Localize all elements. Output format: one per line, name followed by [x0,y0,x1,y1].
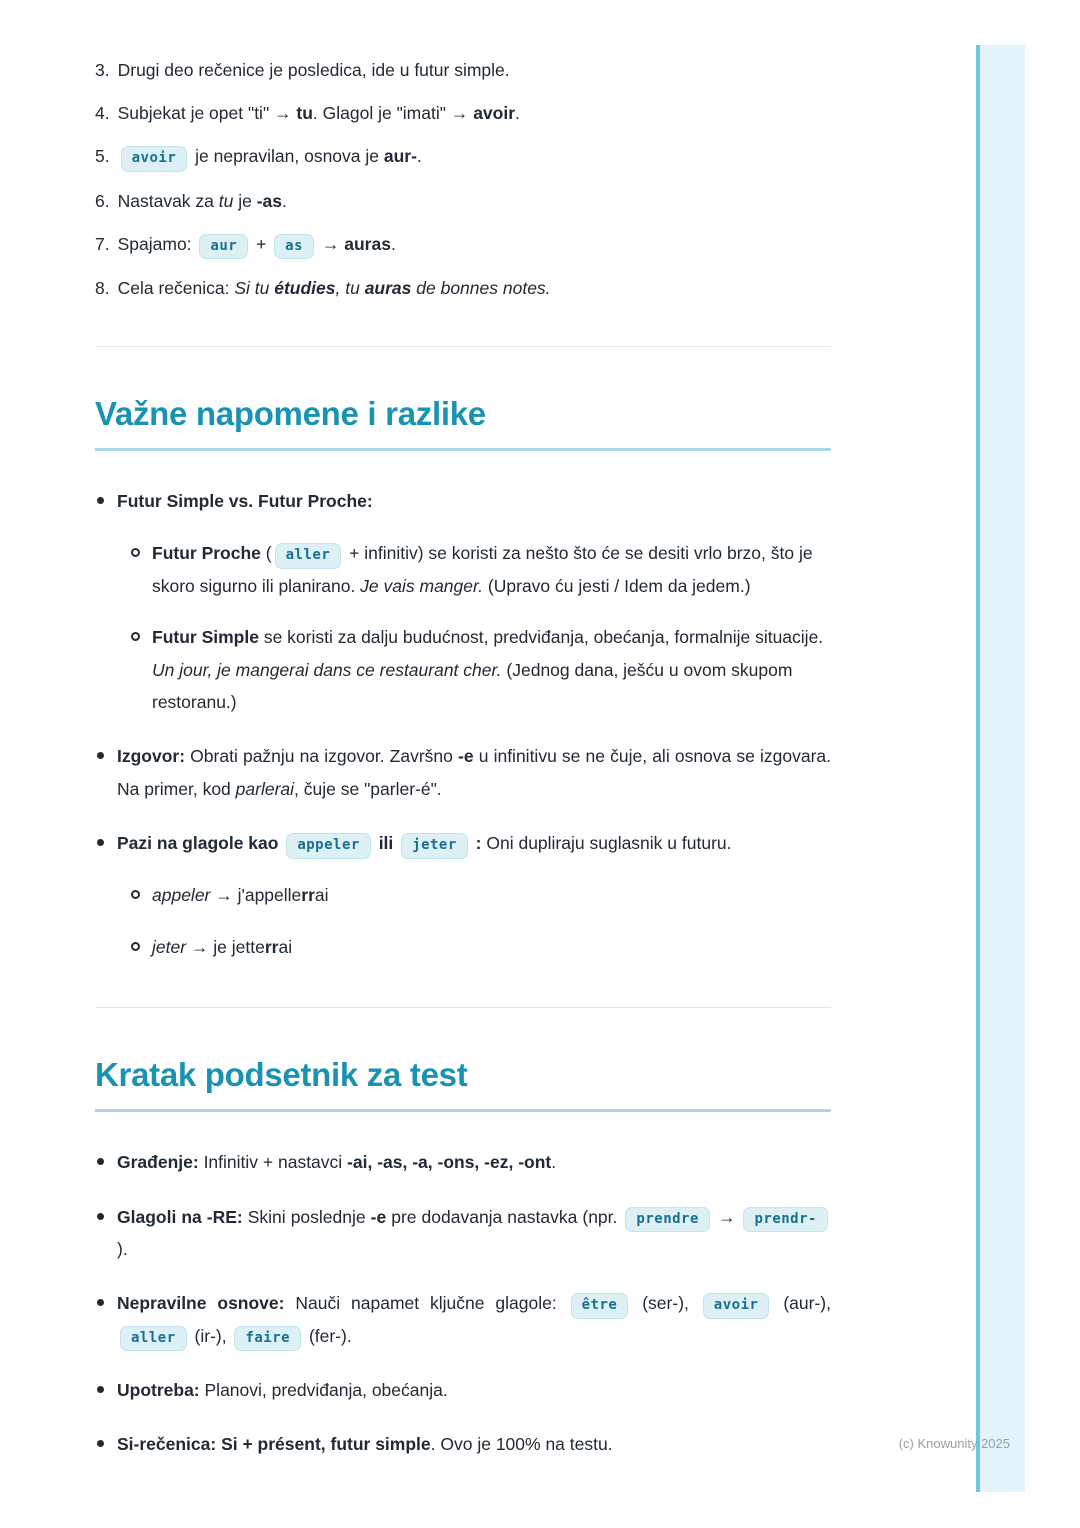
numbered-list [95,56,831,302]
text-run: Oni dupliraju suglasnik u futuru. [481,833,732,853]
text-run: (ir-), [189,1325,232,1346]
next-page-edge-strip [976,45,1025,1492]
text-run: pre dodavanja nastavka (npr. [386,1206,623,1227]
item-number: 4. [95,103,110,123]
text-run: (Jednog dana, ješću u ovom skupom restoranu.) [152,659,793,712]
inline-code-chip: avoir [121,146,188,172]
text-run: tu [296,103,313,123]
text-run: Nauči napamet ključne glagole: [284,1293,568,1314]
bullet-body [117,1287,831,1352]
item-text [118,274,831,302]
text-run: . [282,190,287,211]
bullet-list [95,485,831,963]
inline-code-chip: être [571,1293,629,1319]
text-run: Pazi na glagole kao [117,833,284,853]
text-run: se koristi za dalju budućnost, predviđanja, obećanja, formalnije situacije. [258,627,824,648]
text-run: -e [458,746,474,767]
text-run: Subjekat je opet "ti" → [117,103,297,123]
item-text [118,56,831,84]
bullet-list [95,1146,831,1461]
item-number: 7. [95,233,110,254]
text-run: Planovi, predviđanja, obećanja. [199,1380,448,1400]
section-heading: Kratak podsetnik za test [95,1056,831,1112]
text-run: + infinitiv) se koristi za nešto što će se desiti vrlo brzo, što je skoro sigurno ili planirano. [152,543,813,596]
text-run: , čuje se "parler-é". [294,778,442,799]
numbered-item [95,274,831,302]
bullet-body [117,1374,831,1406]
text-run: (ser-), [631,1293,700,1314]
item-text [117,1287,831,1352]
inline-code-chip: jeter [401,833,468,859]
text-run: ai [314,885,329,906]
text-run: appeler [152,885,211,906]
text-run: -ai, -as, -a, -ons, -ez, -ont [347,1152,552,1173]
text-run: de bonnes notes. [411,278,551,298]
item-text [118,142,831,172]
text-run: → [317,233,345,254]
item-text [117,485,831,517]
section-divider [95,1007,831,1008]
inline-code-chip: as [274,234,314,260]
item-number: 8. [95,278,110,298]
inline-code-chip: avoir [703,1293,770,1319]
text-run: ai [278,936,293,957]
inline-code-chip: appeler [286,833,371,859]
text-run: je [233,190,257,211]
bullet-body [117,827,831,963]
inline-code-chip: aller [120,1326,187,1352]
inline-code-chip: aller [275,543,342,569]
circle-bullet-icon [131,942,140,951]
circle-bullet-icon [131,548,140,557]
bullet-body [117,485,831,718]
text-run: rr [264,936,279,957]
item-text [117,1201,831,1266]
bullet-body [117,1428,831,1460]
text-run: parlerai [235,778,295,799]
sub-bullet-list [131,879,831,963]
text-run: Si-rečenica: Si + présent, futur simple [117,1434,431,1455]
sub-bullet-list [131,537,831,718]
text-run: . Ovo je 100% na testu. [430,1434,613,1455]
text-run: Futur Proche [152,543,261,564]
text-run: . [515,103,520,123]
document-content [95,56,831,1483]
bullet-item [95,1428,831,1460]
numbered-item [95,56,831,84]
bullet-body [117,1146,831,1178]
text-run: Nastavak za [117,190,219,211]
numbered-item [95,230,831,260]
bullet-item [95,1201,831,1266]
text-run: Cela rečenica: [117,278,235,298]
bullet-body [117,740,831,805]
sub-bullet-item [131,621,831,718]
item-number: 6. [95,190,110,211]
text-run: jeter [152,936,187,957]
text-run: u infinitivu se ne čuje, ali osnova se izgovara. Na primer, kod [117,746,832,799]
text-run: Nepravilne osnove: [117,1293,285,1314]
item-text [118,187,831,215]
item-text [117,1146,831,1178]
bullet-icon [97,839,104,846]
circle-bullet-icon [131,890,140,899]
text-run: Je vais manger. [360,575,484,596]
numbered-item [95,187,831,215]
text-run: auras [364,278,412,298]
text-run: je nepravilan, osnova je [190,146,384,166]
text-run: . [390,233,396,254]
item-text [117,827,831,859]
sub-bullet-item [131,879,831,911]
bullet-icon [97,1299,104,1306]
bullet-item [95,1146,831,1178]
text-run: avoir [473,103,516,123]
text-run: → [712,1206,741,1227]
text-run: , tu [335,278,365,298]
text-run: Glagoli na -RE: [117,1206,243,1227]
text-run: (fer-). [304,1325,352,1346]
item-text [118,99,831,127]
text-run: → je jette [186,936,265,957]
text-run: Futur Simple vs. Futur Proche: [117,491,373,511]
bullet-body [117,1201,831,1266]
text-run: → j'appelle [210,885,302,906]
item-number: 5. [95,146,110,166]
bullet-icon [97,752,104,759]
text-run: + [251,233,272,254]
text-run: . [416,146,422,166]
item-text [152,879,831,911]
text-run: Infinitiv + nastavci [198,1152,348,1173]
inline-code-chip: prendr- [743,1207,828,1233]
item-text [152,537,831,602]
text-run: (aur-), [772,1293,831,1314]
text-run: Spajamo: [117,233,197,254]
text-run: Obrati pažnju na izgovor. Završno [185,746,459,767]
item-number: 3. [95,60,110,80]
item-text [117,740,831,805]
text-run: ili [373,833,399,853]
bullet-icon [97,1213,104,1220]
text-run: Izgovor: [117,746,186,767]
text-run: (Upravo ću jesti / Idem da jedem.) [483,575,751,596]
section-heading: Važne napomene i razlike [95,395,831,451]
item-text [117,1374,831,1406]
text-run: Upotreba: [117,1380,200,1400]
item-text [152,621,831,718]
item-text [118,230,831,260]
sub-bullet-item [131,537,831,602]
text-run: : [470,833,482,853]
inline-code-chip: faire [234,1326,301,1352]
bullet-item [95,1287,831,1352]
text-run: ( [260,543,272,564]
item-text [152,931,831,963]
section-divider [95,346,831,347]
text-run: Un jour, je mangerai dans ce restaurant cher. [152,659,502,680]
circle-bullet-icon [131,632,140,641]
text-run: aur- [383,146,417,166]
text-run: rr [301,885,315,906]
text-run: . Glagol je "imati" → [312,103,474,123]
copyright-text: (c) Knowunity 2025 [898,1436,1010,1451]
text-run: tu [218,190,234,211]
text-run: Građenje: [117,1152,199,1173]
text-run: ). [117,1238,128,1259]
bullet-item [95,827,831,963]
bullet-icon [97,1440,104,1447]
text-run: Skini poslednje [242,1206,371,1227]
numbered-item [95,99,831,127]
bullet-item [95,740,831,805]
numbered-item [95,142,831,172]
text-run: étudies [274,278,336,298]
text-run: Si tu [234,278,275,298]
text-run: -as [256,190,283,211]
bullet-icon [97,497,104,504]
inline-code-chip: prendre [625,1207,710,1233]
inline-code-chip: aur [199,234,248,260]
bullet-item [95,485,831,718]
bullet-icon [97,1386,104,1393]
text-run: Futur Simple [152,627,259,648]
bullet-icon [97,1158,104,1165]
text-run: . [551,1152,557,1173]
bullet-item [95,1374,831,1406]
item-text [117,1428,831,1460]
text-run: Drugi deo rečenice je posledica, ide u futur simple. [117,60,510,80]
text-run: -e [370,1206,387,1227]
sub-bullet-item [131,931,831,963]
text-run: auras [344,233,391,254]
